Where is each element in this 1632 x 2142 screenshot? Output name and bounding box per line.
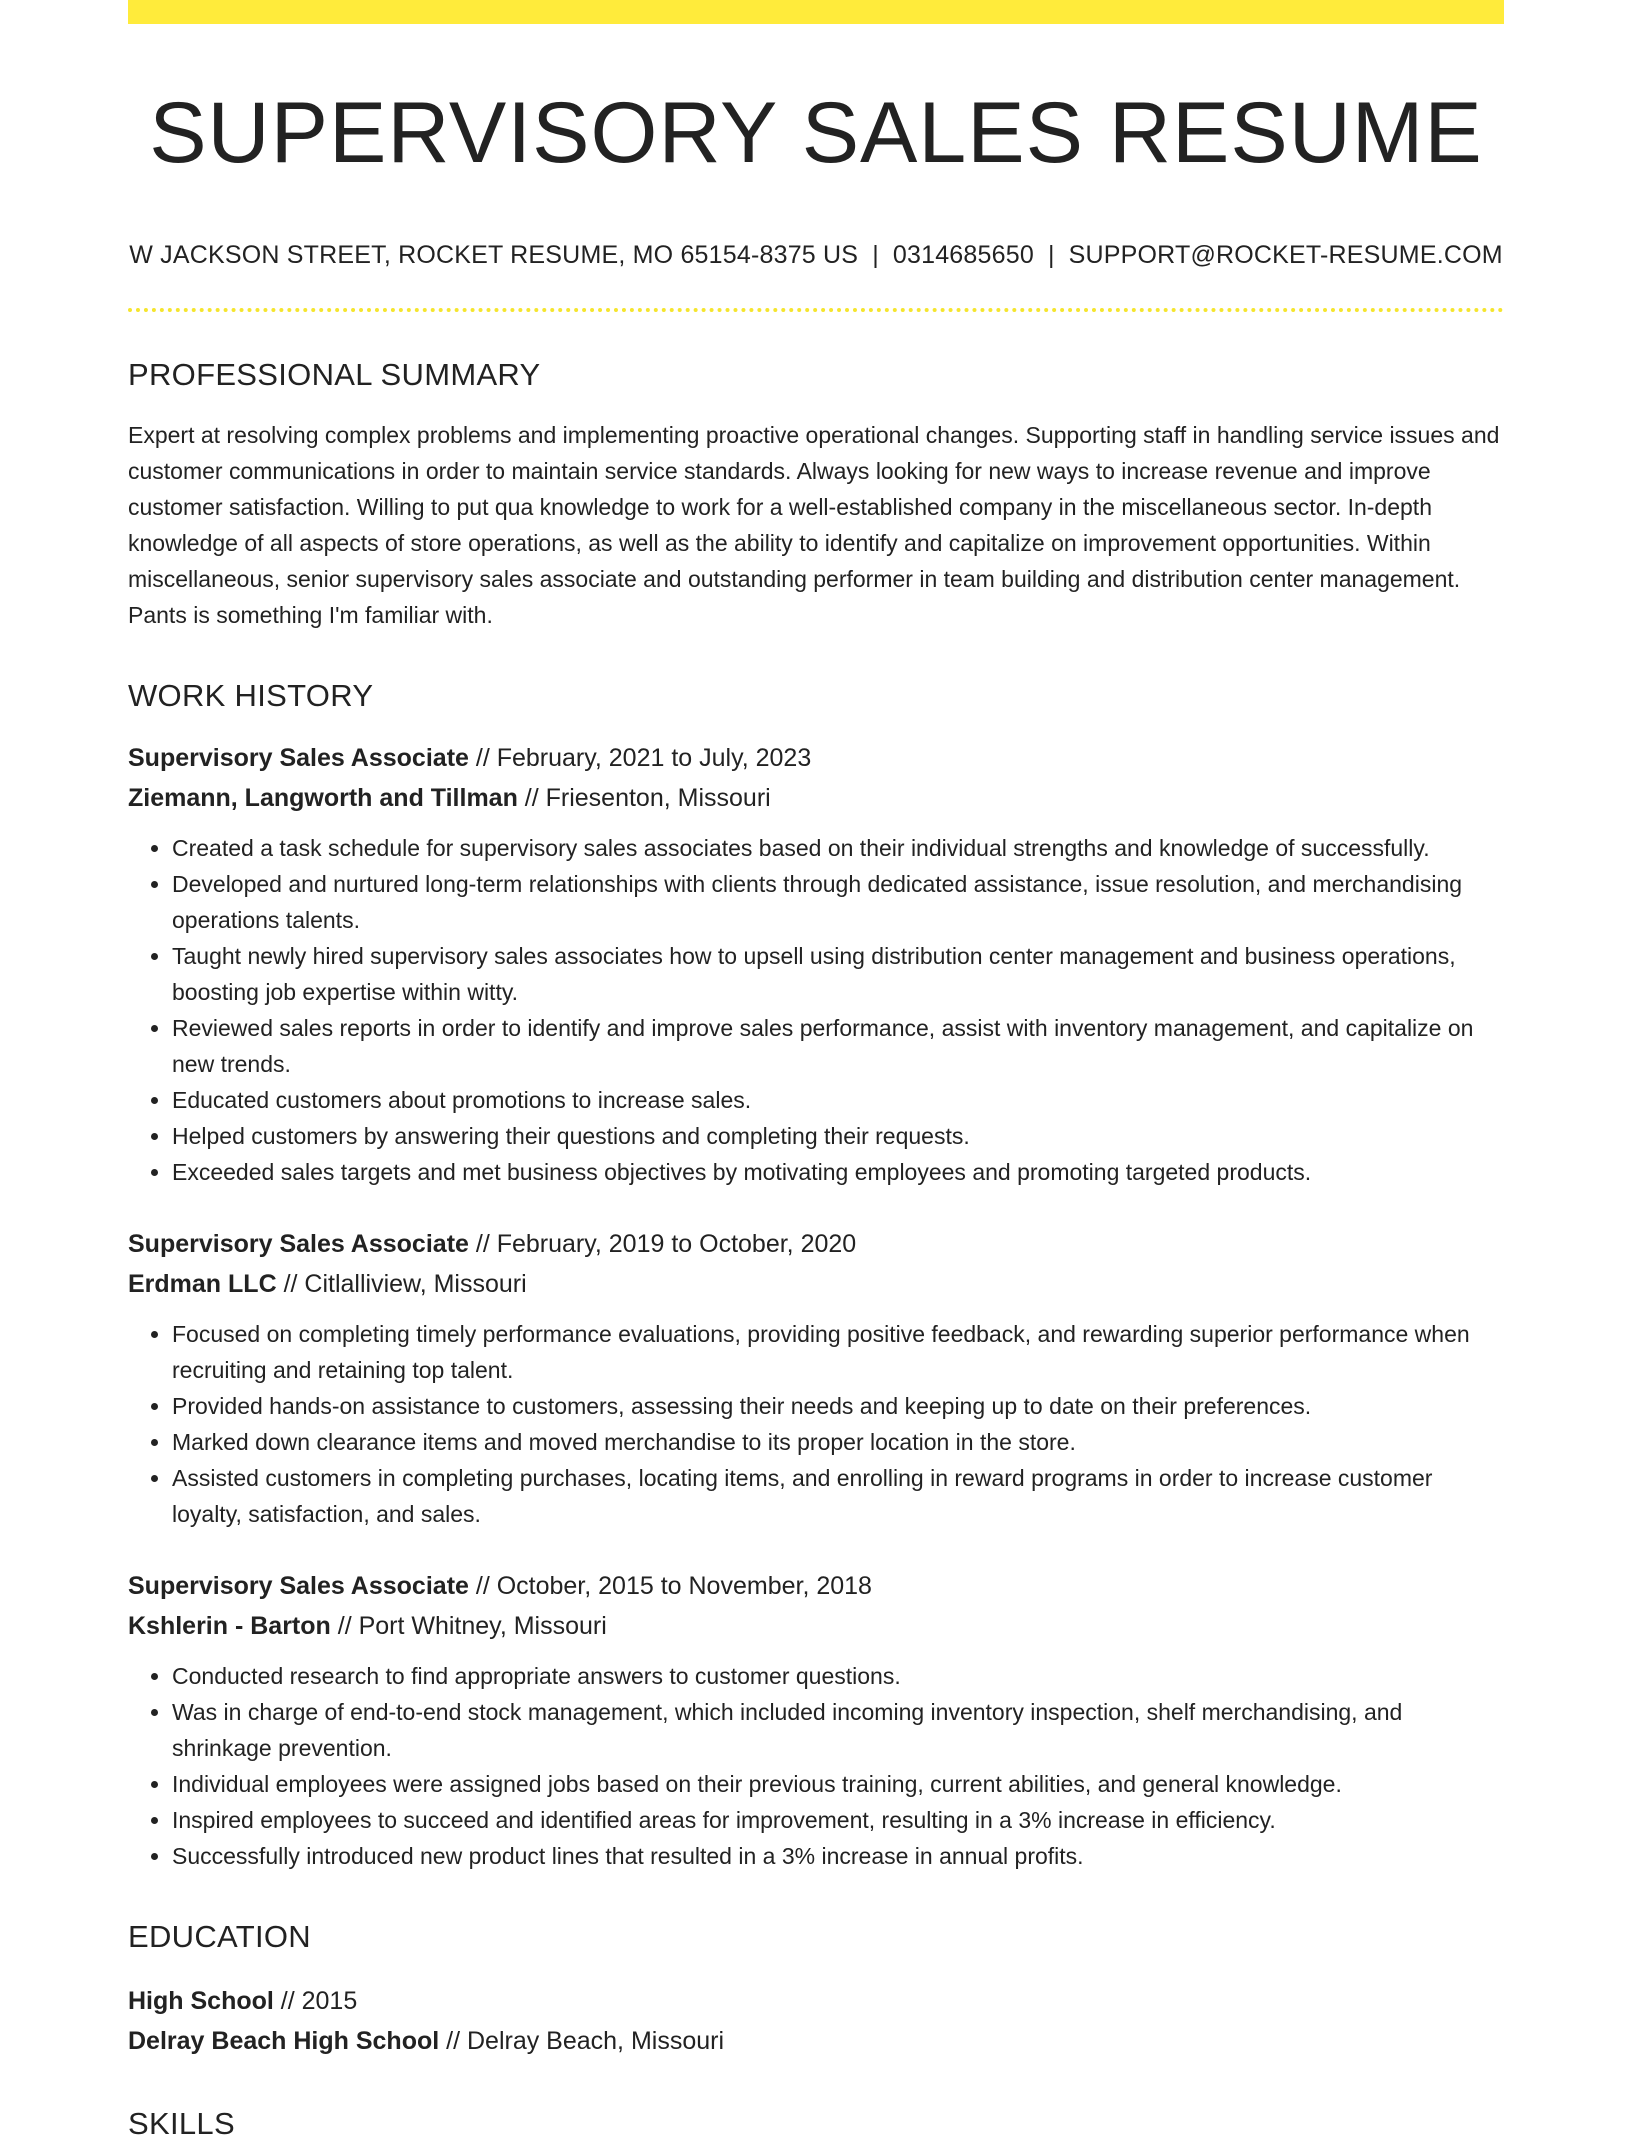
job-title-line [128,1224,1504,1264]
summary-text: Expert at resolving complex problems and implementing proactive operational changes. Supporting staff in handling service issues and customer communications in order to maintain service standards. Always looking for new ways to increase revenue and improve customer satisfaction. Willing to put qua knowledge to work for a well-established company in the miscellaneous sector. In-depth knowledge of all aspects of store operations, as well as the ability to identify and capitalize on improvement opportunities. Within miscellaneous, senior supervisory sales associate and outstanding performer in team building and distribution center management. Pants is something I'm familiar with. [128,421,1500,628]
job-entry [128,1224,1504,1532]
education-location: // Delray Beach, Missouri [439,2027,725,2056]
job-bullet: • Individual employees were assigned jobs based on their previous training, current abilities, and general knowledge. [172,1766,1504,1802]
job-bullet: • Conducted research to find appropriate answers to customer questions. [172,1658,1504,1694]
job-location: // Port Whitney, Missouri [330,1611,607,1640]
job-title-line [128,738,1504,778]
job-bullet: • Assisted customers in completing purchases, locating items, and enrolling in reward programs in order to increase customer loyalty, satisfaction, and sales. [172,1460,1504,1532]
accent-top-bar [128,0,1504,24]
job-bullet: • Taught newly hired supervisory sales associates how to upsell using distribution center management and business operations, boosting job expertise within witty. [172,938,1504,1010]
education-degree: High School [128,1987,274,2016]
job-bullets [128,1316,1504,1532]
job-dates: // February, 2019 to October, 2020 [468,1229,857,1258]
contact-line [128,241,1504,270]
job-company-line [128,1606,1504,1646]
job-bullet: • Marked down clearance items and moved merchandise to its proper location in the store. [172,1424,1504,1460]
education-school: Delray Beach High School [128,2027,440,2056]
job-title-line [128,1566,1504,1606]
contact-email: SUPPORT@ROCKET-RESUME.COM [1068,240,1503,269]
education-heading: EDUCATION [128,1918,311,1954]
resume-title: SUPERVISORY SALES RESUME [149,85,1483,181]
job-company-line [128,1264,1504,1304]
job-title: Supervisory Sales Associate [128,743,469,772]
job-title: Supervisory Sales Associate [128,1229,469,1258]
job-company: Erdman LLC [128,1269,277,1298]
job-bullets [128,830,1504,1190]
job-location: // Friesenton, Missouri [517,783,771,812]
job-bullet: • Inspired employees to succeed and identified areas for improvement, resulting in a 3% increase in efficiency. [172,1802,1504,1838]
job-bullet: • Was in charge of end-to-end stock management, which included incoming inventory inspection, shelf merchandising, and shrinkage prevention. [172,1694,1504,1766]
job-bullet: • Created a task schedule for supervisory sales associates based on their individual strengths and knowledge of successfully. [172,830,1504,866]
job-bullet: • Educated customers about promotions to increase sales. [172,1082,1504,1118]
job-bullet: • Developed and nurtured long-term relationships with clients through dedicated assistance, issue resolution, and merchandising operations talents. [172,866,1504,938]
job-bullet: • Provided hands-on assistance to customers, assessing their needs and keeping up to date on their preferences. [172,1388,1504,1424]
job-bullet: • Exceeded sales targets and met business objectives by motivating employees and promoting targeted products. [172,1154,1504,1190]
education-degree-line [128,1981,1504,2021]
job-company-line [128,778,1504,818]
education-year: // 2015 [273,1987,358,2016]
work-history-heading: WORK HISTORY [128,677,374,713]
job-location: // Citlalliview, Missouri [276,1269,527,1298]
contact-phone: 0314685650 [892,240,1034,269]
contact-separator: | [1047,240,1055,269]
job-bullet: • Reviewed sales reports in order to identify and improve sales performance, assist with inventory management, and capitalize on new trends. [172,1010,1504,1082]
job-company: Ziemann, Langworth and Tillman [128,783,518,812]
job-bullet: • Helped customers by answering their questions and completing their requests. [172,1118,1504,1154]
job-entry [128,738,1504,1190]
job-entry [128,1566,1504,1874]
job-company: Kshlerin - Barton [128,1611,331,1640]
resume-page [128,0,1504,2142]
job-dates: // October, 2015 to November, 2018 [468,1571,872,1600]
contact-address: W JACKSON STREET, ROCKET RESUME, MO 65154-8375 US [129,240,859,269]
job-bullets [128,1658,1504,1874]
education-entry [128,1981,1504,2061]
job-title: Supervisory Sales Associate [128,1571,469,1600]
education-school-line [128,2021,1504,2061]
dotted-divider [128,308,1504,312]
summary-heading: PROFESSIONAL SUMMARY [128,356,541,392]
skills-heading: SKILLS [128,2106,235,2142]
job-dates: // February, 2021 to July, 2023 [468,743,812,772]
job-bullet: • Successfully introduced new product lines that resulted in a 3% increase in annual profits. [172,1838,1504,1874]
contact-separator: | [872,240,879,269]
job-bullet: • Focused on completing timely performance evaluations, providing positive feedback, and rewarding superior performance when recruiting and retaining top talent. [172,1316,1504,1388]
